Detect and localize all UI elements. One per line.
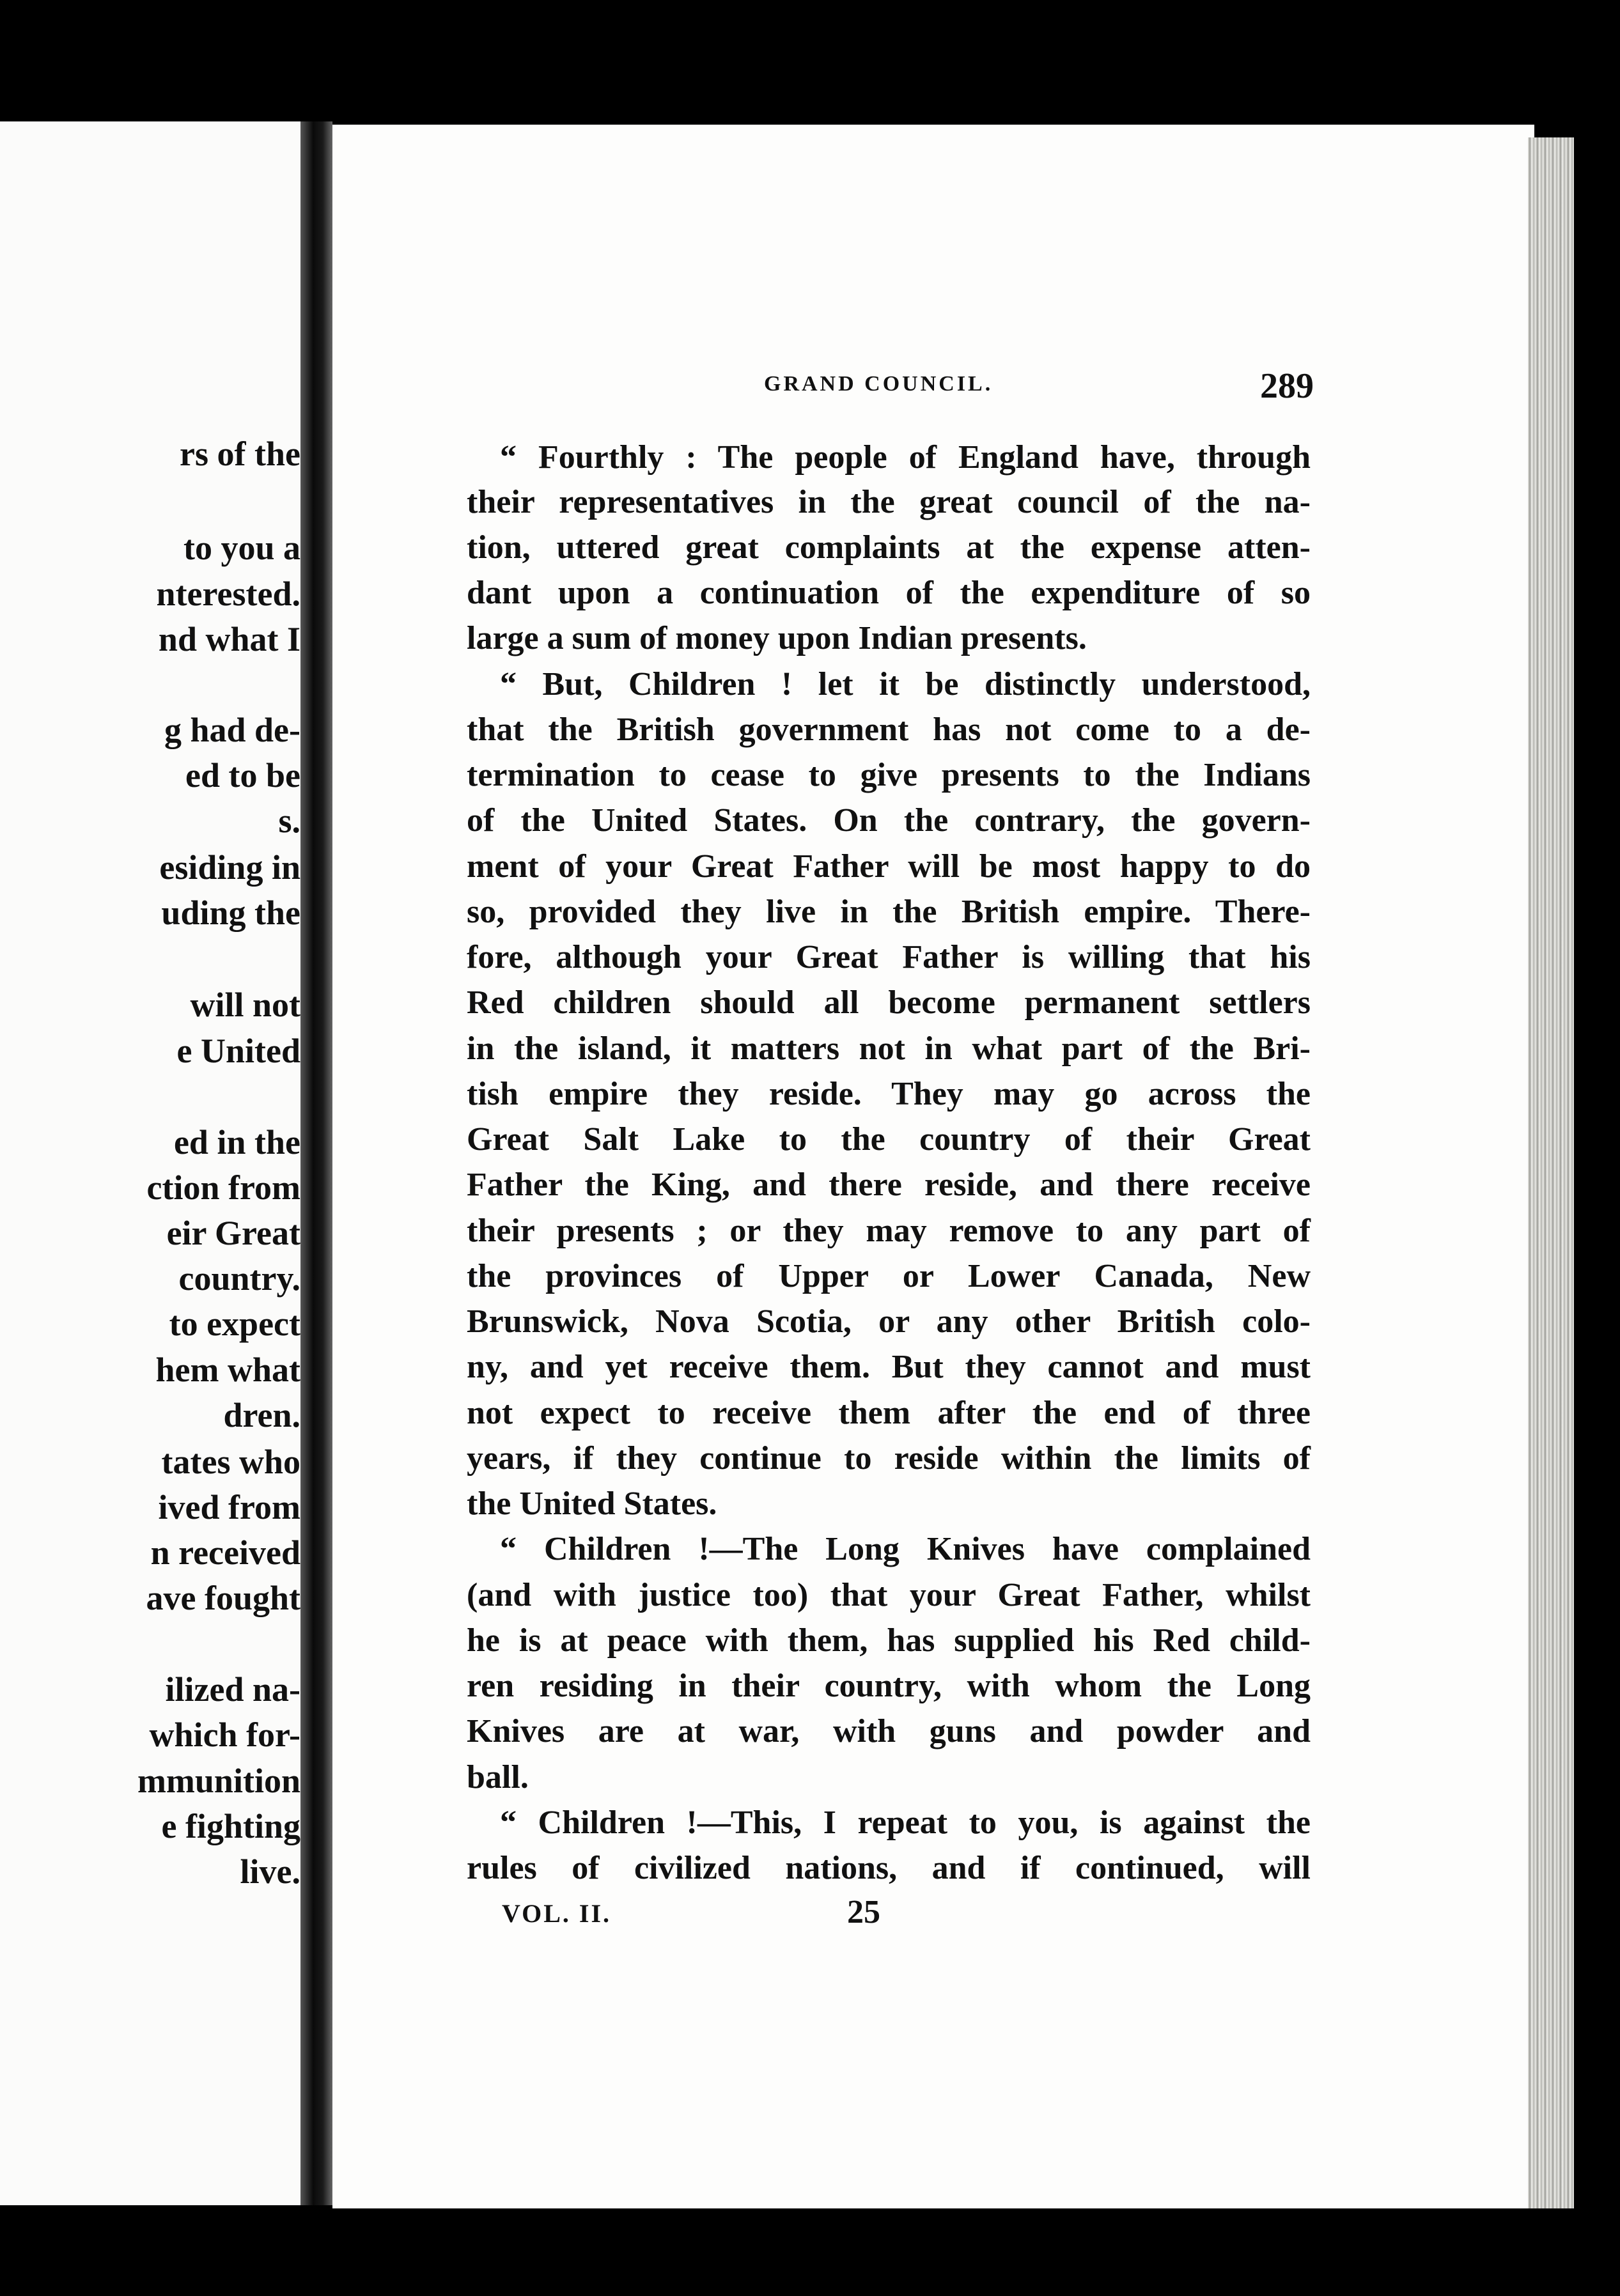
page-number: 289 [1260,366,1314,406]
left-line: ed to be [185,756,300,795]
left-line: ction from [146,1168,300,1207]
left-line: eir Great [166,1214,300,1252]
page-edge [1528,137,1574,2208]
body-line: Father the King, and there reside, and there receive [467,1167,1311,1203]
left-line: mmunition [137,1762,300,1800]
left-line: to you a [183,529,300,567]
body-line: ment of your Great Father will be most happy to do [467,848,1311,885]
left-line: uding the [161,894,300,932]
body-line: in the island, it matters not in what part of the Bri- [467,1030,1311,1067]
body-line: tish empire they reside. They may go across the [467,1076,1311,1112]
body-line: ren residing in their country, with whom the Long [467,1668,1311,1704]
body-line: “ But, Children ! let it be distinctly understood, [500,666,1311,702]
body-line: ball. [467,1759,529,1796]
body-line: (and with justice too) that your Great Father, whilst [467,1577,1311,1613]
left-line: e United [176,1032,300,1070]
left-line: s. [278,802,300,840]
left-line: ed in the [173,1123,300,1161]
left-line: ave fought [146,1579,300,1617]
body-line: rules of civilized nations, and if continued, will [467,1850,1311,1886]
body-line: Brunswick, Nova Scotia, or any other British colo- [467,1303,1311,1340]
left-line: ived from [158,1488,300,1526]
footer-signature: 25 [847,1894,880,1930]
body-line: years, if they continue to reside within the limits of [467,1440,1311,1477]
body-line: the provinces of Upper or Lower Canada, New [467,1258,1311,1294]
body-line: so, provided they live in the British empire. There- [467,894,1311,930]
body-line: tion, uttered great complaints at the expense atten- [467,529,1311,566]
body-line: the United States. [467,1485,717,1522]
left-line: will not [190,986,300,1024]
left-line: e fighting [161,1807,300,1845]
body-line: ny, and yet receive them. But they cannot and must [467,1349,1311,1385]
running-title: GRAND COUNCIL. [764,372,993,396]
left-line: g had de- [164,711,300,749]
left-line: live. [240,1852,300,1891]
body-line: large a sum of money upon Indian presents. [467,620,1087,656]
left-line: esiding in [159,848,300,887]
body-line: he is at peace with them, has supplied his Red child- [467,1622,1311,1659]
body-line: Knives are at war, with guns and powder and [467,1713,1311,1749]
left-line: n received [150,1533,300,1572]
left-line: nterested. [156,575,300,613]
left-line: ilized na- [165,1670,300,1709]
body-line: termination to cease to give presents to the Indians [467,757,1311,793]
body-line: their representatives in the great council of the na- [467,484,1311,520]
left-line: to expect [169,1305,300,1343]
left-page [0,121,300,2205]
body-line: of the United States. On the contrary, the govern- [467,802,1311,839]
body-line: “ Children !—The Long Knives have complained [500,1531,1311,1567]
left-line: rs of the [180,435,300,473]
running-head [764,366,1314,404]
body-line: “ Children !—This, I repeat to you, is against the [500,1804,1311,1841]
body-line: not expect to receive them after the end of three [467,1395,1311,1431]
body-line: Red children should all become permanent settlers [467,984,1311,1021]
left-line: dren. [223,1396,300,1434]
body-line: “ Fourthly : The people of England have, through [500,439,1311,476]
left-line: tates who [161,1443,300,1481]
book-gutter [300,121,332,2205]
body-line: that the British government has not come to a de- [467,711,1311,748]
left-line: hem what [155,1351,300,1389]
body-line: dant upon a continuation of the expenditure of so [467,575,1311,611]
left-line: nd what I [158,620,300,658]
body-line: their presents ; or they may remove to any part of [467,1213,1311,1249]
footer-volume: VOL. II. [502,1899,612,1928]
left-line: country. [178,1259,300,1298]
left-line: which for- [149,1716,300,1754]
body-line: fore, although your Great Father is willing that his [467,939,1311,975]
body-line: Great Salt Lake to the country of their Great [467,1121,1311,1158]
